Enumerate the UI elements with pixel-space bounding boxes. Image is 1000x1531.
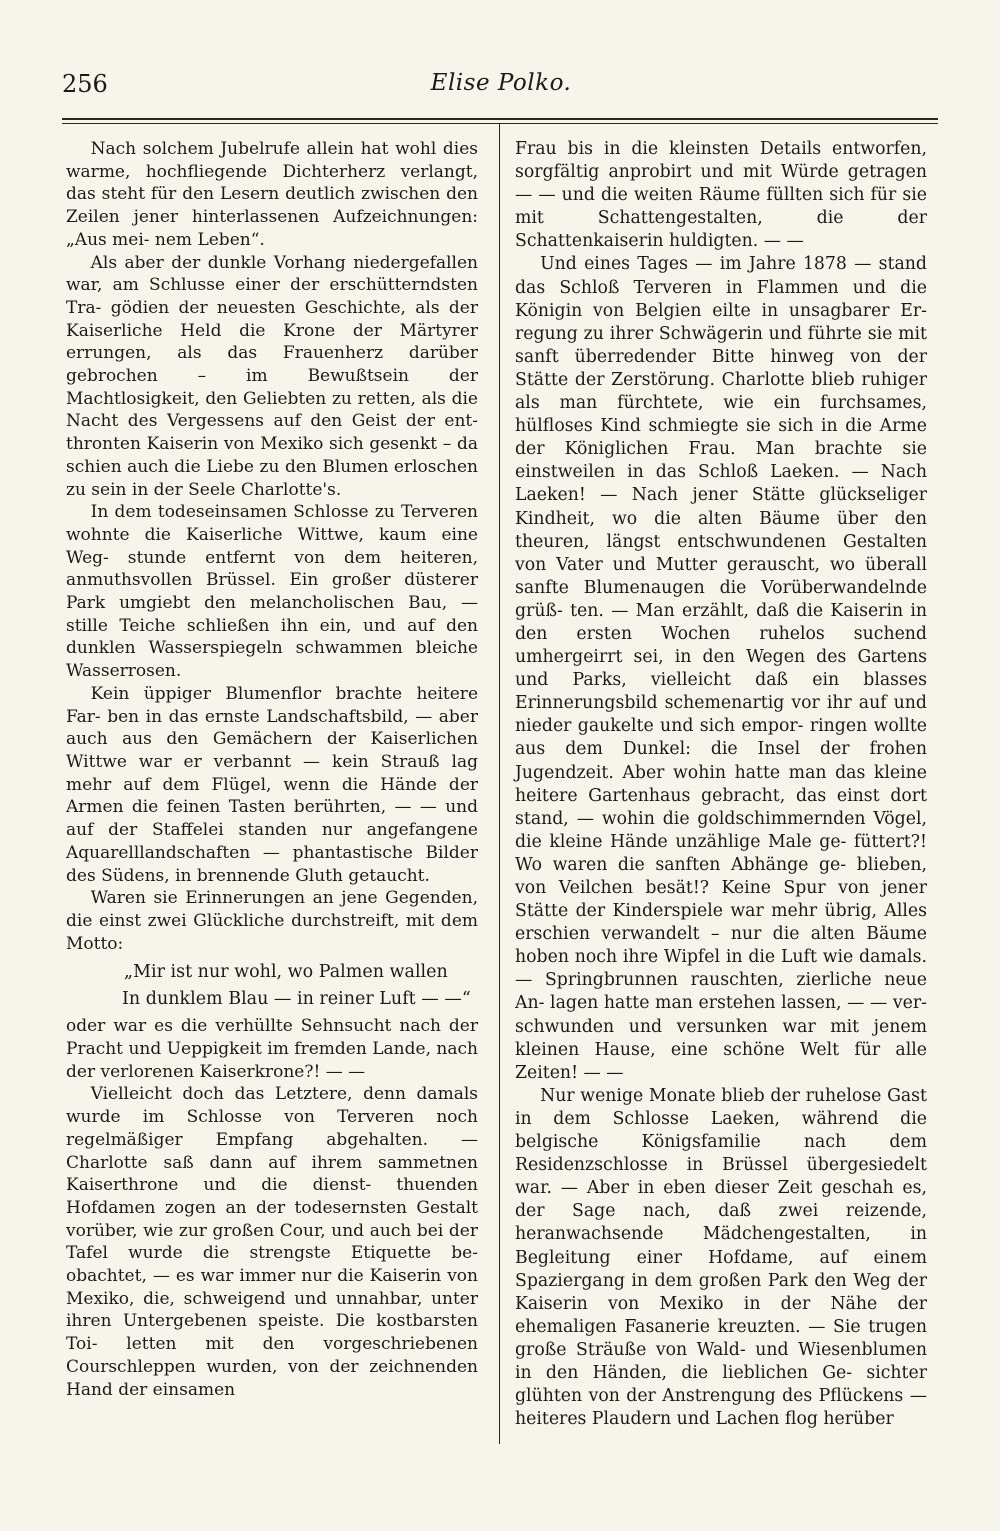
running-title: Elise Polko. — [430, 70, 572, 96]
page-number: 256 — [62, 70, 108, 98]
paragraph: Frau bis in die kleinsten Details entworfen, sorgfältig anprobirt und mit Würde getragen — — und die weiten Räume füllten sich für sie mit Schattengestalten, die der Schattenkaiserin huldigten. — — — [515, 139, 927, 252]
header-rule-top — [62, 118, 938, 120]
paragraph: Kein üppiger Blumenflor brachte heitere Far- ben in das ernste Landschaftsbild, — aber auch aus den Gemächern der Kaiserlichen Wittwe war er verbannt — kein Strauß lag mehr auf dem Flügel, wenn die Hände der Armen die feinen Tasten berührten, — — und auf der Staffelei standen nur angefangene Aquarelllandschaften — phantastische Bilder des Südens, in brennende Gluth getaucht. — [66, 683, 478, 886]
paragraph: Als aber der dunkle Vorhang niedergefallen war, am Schlusse einer der erschütterndsten Tra- gödien der neuesten Geschichte, als der Kaiserliche Held die Krone der Märtyrer errungen, als das Frauenherz darüber gebrochen – im Bewußtsein der Machtlosigkeit, den Geliebten zu retten, als die Nacht des Vergessens auf den Geist der ent- thronten Kaiserin von Mexiko sich gesenkt – da schien auch die Liebe zu den Blumen erloschen zu sein in der Seele Charlotte's. — [66, 252, 478, 500]
verse-line: „Mir ist nur wohl, wo Palmen wallen — [124, 962, 448, 983]
verse-line: In dunklem Blau — in reiner Luft — —“ — [122, 989, 471, 1010]
paragraph: In dem todeseinsamen Schlosse zu Terveren wohnte die Kaiserliche Wittwe, kaum eine Weg- stunde entfernt von dem heiteren, anmuthsvollen Brüssel. Ein großer düsterer Park umgiebt den melancholischen Bau, — stille Teiche schließen ihn ein, und auf den dunklen Wasserspiegeln schwammen bleiche Wasserrosen. — [66, 502, 478, 682]
paragraph: oder war es die verhüllte Sehnsucht nach der Pracht und Ueppigkeit im fremden Lande, nach der verlorenen Kaiserkrone?! — — — [66, 1016, 478, 1082]
paragraph: Waren sie Erinnerungen an jene Gegenden, die einst zwei Glückliche durchstreift, mit dem Motto: — [66, 888, 478, 954]
header-rule-bottom — [62, 123, 938, 124]
paragraph: Nur wenige Monate blieb der ruhelose Gast in dem Schlosse Laeken, während die belgische Königsfamilie nach dem Residenzschlosse in Brüssel übergesiedelt war. — Aber in eben dieser Zeit geschah es, der Sage nach, daß zwei reizende, heranwachsende Mädchengestalten, in Begleitung einer Hofdame, auf einem Spaziergang in dem großen Park den Weg der Kaiserin von Mexiko in der Nähe der ehemaligen Fasanerie kreuzten. — Sie trugen große Sträuße von Wald- und Wiesenblumen in den Händen, die lieblichen Ge- sichter glühten von der Anstrengung des Pflückens — heiteres Plaudern und Lachen flog herüber — [515, 1085, 927, 1430]
page-header — [62, 70, 940, 106]
left-column — [66, 138, 478, 1401]
right-column — [515, 138, 927, 1431]
paragraph: Und eines Tages — im Jahre 1878 — stand das Schloß Terveren in Flammen und die Königin von Belgien eilte in unsagbarer Er- regung zu ihrer Schwägerin und führte sie mit sanft überredender Bitte hinweg von der Stätte der Zerstörung. Charlotte blieb ruhiger als man fürchtete, wie ein furchsames, hülfloses Kind schmiegte sie sich in die Arme der Königlichen Frau. Man brachte sie einstweilen in das Schloß Laeken. — Nach Laeken! — Nach jener Stätte glückseliger Kindheit, wo die alten Bäume über den theuren, längst entschwundenen Gestalten von Vater und Mutter gerauscht, wo überall sanfte Blumenaugen die Vorüberwandelnde grüß- ten. — Man erzählt, daß die Kaiserin in den ersten Wochen ruhelos suchend umhergeirrt sei, in den Wegen des Gartens und Parks, vielleicht daß ein blasses Erinnerungsbild schemenartig vor ihr auf und nieder gaukelte und sich empor- ringen wollte aus dem Dunkel: die Insel der frohen Jugendzeit. Aber wohin hatte man das kleine heitere Gartenhaus gebracht, das einst dort stand, — wohin die goldschimmernden Vögel, die kleine Hände unzählige Male ge- füttert?! Wo waren die sanften Abhänge ge- blieben, von Veilchen besät!? Keine Spur von jener Stätte der Kinderspiele war mehr übrig, Alles erschien verwandelt – nur die alten Bäume hoben noch ihre Wipfel in die Luft wie damals. — Springbrunnen rauschten, zierliche neue An- lagen hatte man erstehen lassen, — — ver- schwunden und versunken war mit jenem kleinen Hause, eine schöne Welt für alle Zeiten! — — — [515, 254, 927, 1083]
paragraph: Nach solchem Jubelrufe allein hat wohl dies warme, hochfliegende Dichterherz verlangt, das steht für den Lesern deutlich zwischen den Zeilen jener hinterlassenen Aufzeichnungen: „Aus mei- nem Leben“. — [66, 139, 478, 250]
paragraph: Vielleicht doch das Letztere, denn damals wurde im Schlosse von Terveren noch regelmäßiger Empfang abgehalten. — Charlotte saß dann auf ihrem sammetnen Kaiserthrone und die dienst- thuenden Hofdamen zogen an der todesernsten Gestalt vorüber, wie zur großen Cour, und auch bei der Tafel wurde die strengste Etiquette be- obachtet, — es war immer nur die Kaiserin von Mexiko, die, schweigend und unnahbar, unter ihren Untergebenen speiste. Die kostbarsten Toi- letten mit den vorgeschriebenen Courschleppen wurden, von der zeichnenden Hand der einsamen — [66, 1084, 478, 1400]
column-divider — [499, 124, 500, 1444]
verse-quote — [66, 959, 478, 1013]
